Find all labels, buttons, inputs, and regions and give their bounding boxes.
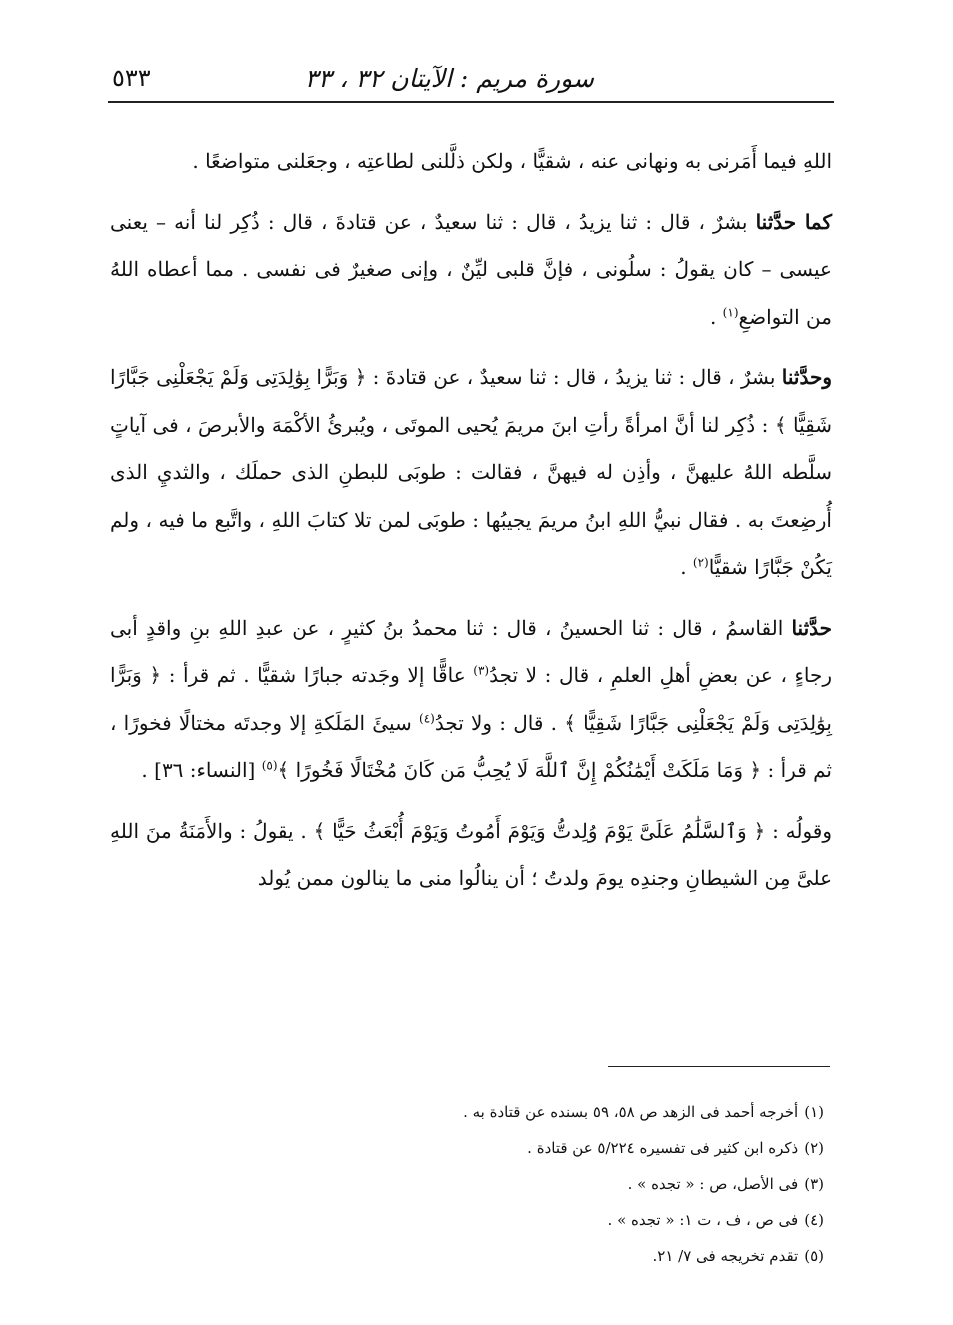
paragraph-lead: كما حدَّثنا [755,209,833,234]
footnote-number: (٥) [804,1247,824,1265]
paragraph-text: بشرٌ ، قال : ثنا يزيدُ ، قال : ثنا سعيدٌ ، عن قتادةَ ، قال : ذُكِر لنا أنه – يعنى عيسى – كان يقولُ : سلُونى ، فإنَّ قلبى ليِّنٌ ، وإنى صغيرٌ فى نفسى . مما أعطاه اللهُ من التواضعِ [110,209,832,329]
paragraph [110,354,832,592]
footnote-ref: (٢) [692,555,709,570]
paragraph-text: عاقًّا إلا وجَدته جبارًا شقيًّا . ثم قرأ : ﴿ وَبَرًّا بِوَٰلِدَتِى وَلَمْ يَجْعَلْنِى جَبَّارًا شَقِيًّا ﴾ . قال : ولا تجدُ [110,663,832,735]
footnote-number: (٣) [804,1175,824,1193]
page-number: ٥٣٣ [112,64,151,92]
footnote-rule [608,1066,830,1067]
footnote [300,1202,824,1238]
paragraph-text: اللهِ فيما أَمَرنى به ونهانى عنه ، شقيًّا ، ولكن ذلَّلنى لطاعتِه ، وجعَلنى متواضعًا . [192,149,832,173]
paragraph-end: . [709,304,723,329]
paragraph-end: . [680,555,693,579]
paragraph-lead: وحدَّثنا [781,365,832,389]
footnote-text: فى ص ، ف ، ت ١: « تجده » . [607,1211,799,1229]
footnote [300,1130,824,1166]
paragraph [110,138,832,186]
footnote-number: (٢) [804,1139,824,1157]
paragraph [110,808,832,903]
running-header [108,58,834,100]
paragraph-text: القاسمُ ، قال : ثنا الحسينُ ، قال : ثنا محمدُ بنُ كثيرٍ ، عن عبدِ اللهِ بنِ واقدٍ أبى رجاءٍ ، عن بعضِ أهلِ العلمِ ، قال : لا تجدُ [110,615,832,687]
footnote-ref: (٥) [261,758,278,773]
footnote-ref: (١) [722,304,739,319]
footnote-text: تقدم تخريجه فى ٧/ ٢١. [652,1247,799,1265]
footnote-ref: (٣) [473,663,490,678]
paragraph-text: سيئَ المَلَكةِ إلا وجدتَه مختالًا فخورًا ، ثم قرأ : ﴿ وَمَا مَلَكَتْ أَيْمَٰنُكُمْ إِنَّ ٱللَّهَ لَا يُحِبُّ مَن كَانَ مُخْتَالًا فَخُورًا ﴾ [110,710,832,782]
paragraph-text: بشرٌ ، قال : ثنا يزيدُ ، قال : ثنا سعيدٌ ، عن قتادةَ : ﴿ وَبَرًّا بِوَٰلِدَتِى وَلَمْ يَجْعَلْنِى جَبَّارًا شَقِيًّا ﴾ : ذُكِر لنا أنَّ امرأةً رأتِ ابنَ مريمَ يُحيى الموتَى ، ويُبرئُ الأكْمَهَ والأبرصَ ، فى آياتٍ سلَّطه اللهُ عليهنَّ ، وأذِن له فيهنَّ ، فقالت : طوبَى للبطنِ الذى حملَك ، والثديِ الذى أُرضِعتَ به . فقال نبيُّ اللهِ ابنُ مريمَ يجيبُها : طوبَى لمن تلا كتابَ اللهِ ، واتَّبع ما فيه ، ولم يَكُنْ جَبَّارًا شقيًّا [110,365,832,579]
footnote [300,1238,824,1274]
footnotes [300,1094,824,1274]
paragraph [110,199,832,342]
footnote-number: (١) [804,1103,824,1121]
paragraph-end: [النساء: ٣٦] . [141,758,262,782]
footnote-text: ذكره ابن كثير فى تفسيره ٥/٢٢٤ عن قتادة . [527,1139,799,1157]
footnote-text: فى الأصل، ص : « تجده » . [627,1175,799,1193]
header-rule [108,101,834,103]
paragraph [110,605,832,795]
footnote [300,1166,824,1202]
footnote-ref: (٤) [419,710,435,725]
paragraph-text: وقولُه : ﴿ وَٱلسَّلَٰمُ عَلَىَّ يَوْمَ وُلِدتُّ وَيَوْمَ أَمُوتُ وَيَوْمَ أُبْعَثُ حَيًّا ﴾ . يقولُ : والأَمَنَةُ منَ اللهِ علىَّ مِن الشيطانِ وجندِه يومَ ولدتُ ؛ أن ينالُوا منى ما ينالون ممن يُولد [110,818,832,890]
header-title: سورة مريم : الآيتان ٣٢ ، ٣٣ [304,64,594,93]
footnote-number: (٤) [804,1211,824,1229]
paragraph-lead: حدَّثنا [791,615,832,640]
main-text [110,138,832,916]
footnote [300,1094,824,1130]
footnote-text: أخرجه أحمد فى الزهد ص ٥٨، ٥٩ بسنده عن قتادة به . [463,1103,799,1121]
